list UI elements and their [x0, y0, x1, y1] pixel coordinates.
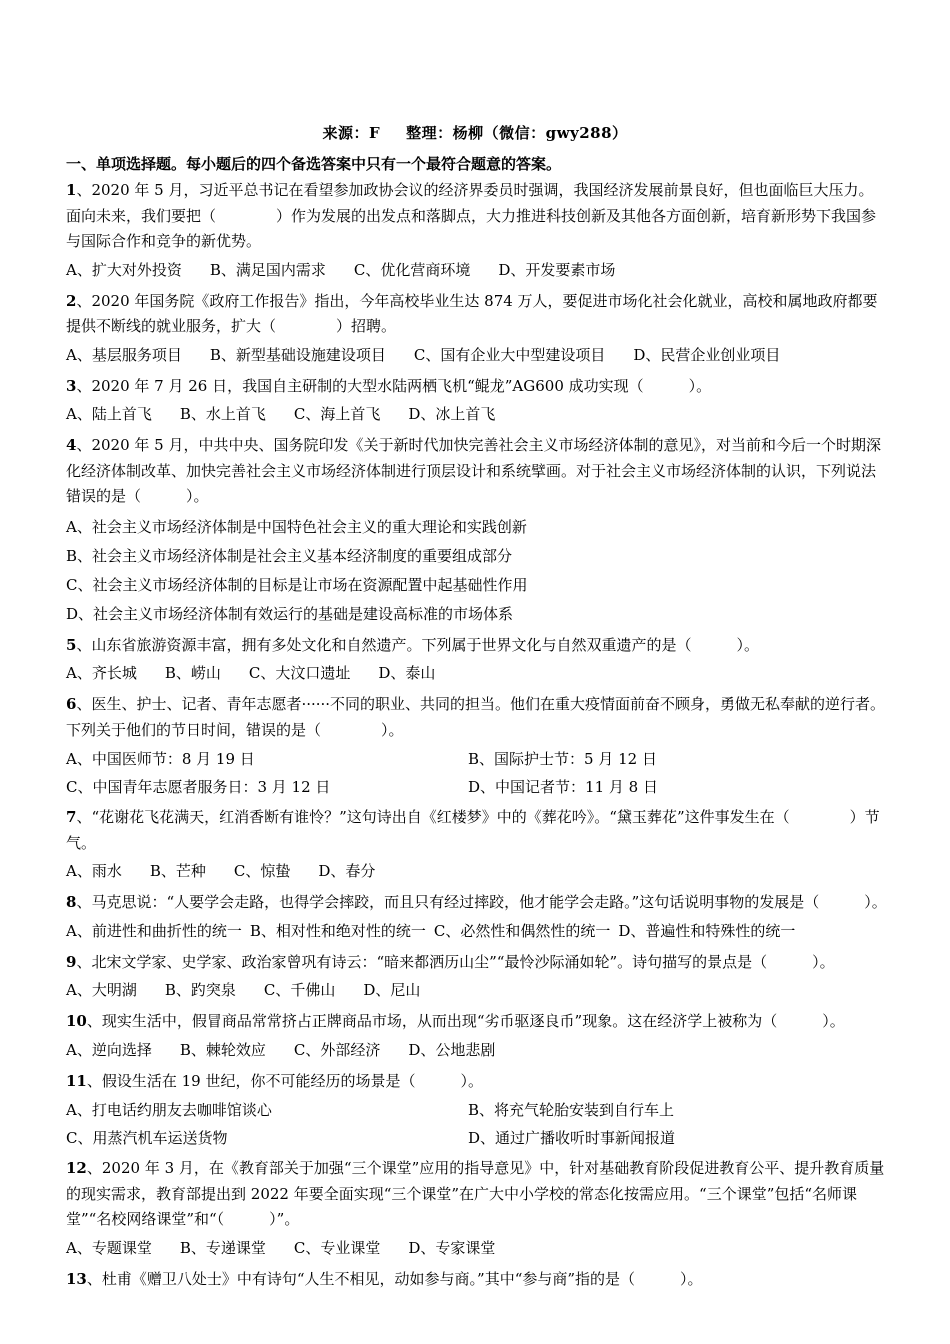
question-12	[66, 1156, 888, 1233]
options-grid	[66, 1096, 888, 1152]
options-grid	[66, 745, 888, 801]
question-text: 、2020 年 5 月，中共中央、国务院印发《关于新时代加快完善社会主义市场经济体制的意见》，对当前和今后一个时期深化经济体制改革、加快完善社会主义市场经济体制进行顶层设计和系统擘画。对于社会主义市场经济体制的认识，下列说法错误的是（ ）。	[66, 436, 881, 505]
option-c: C、中国青年志愿者服务日：3 月 12 日	[66, 778, 331, 796]
option-a: A、前进性和曲折性的统一	[66, 921, 242, 940]
option-c: C、惊蛰	[233, 862, 291, 880]
option-d: D、泰山	[378, 664, 436, 682]
question-text: 、2020 年 7 月 26 日，我国自主研制的大型水陆两栖飞机“鲲龙”AG600 成功实现（ ）。	[76, 376, 712, 395]
option-c: C、千佛山	[263, 981, 336, 999]
options-row	[66, 343, 888, 368]
question-number: 5	[66, 635, 77, 654]
question-2	[66, 289, 888, 340]
options-list	[66, 513, 888, 629]
question-list	[66, 152, 888, 1292]
question-1	[66, 178, 888, 255]
option-a: A、扩大对外投资	[66, 260, 182, 279]
question-13	[66, 1267, 888, 1293]
option-a: A、雨水	[66, 862, 122, 880]
options-row	[66, 1038, 888, 1063]
option-c: C、大汶口遗址	[248, 664, 351, 682]
option-c: C、优化营商环境	[353, 260, 471, 279]
question-text: 、杜甫《赠卫八处士》中有诗句“人生不相见，动如参与商。”其中“参与商”指的是（ ）。	[86, 1269, 703, 1288]
option-d: D、民营企业创业项目	[633, 345, 781, 364]
option-c: C、专业课堂	[293, 1238, 381, 1257]
option-c: C、社会主义市场经济体制的目标是让市场在资源配置中起基础性作用	[66, 575, 528, 594]
question-text: 、假设生活在 19 世纪，你不可能经历的场景是（ ）。	[86, 1071, 484, 1090]
question-4	[66, 433, 888, 510]
option-d: D、冰上首飞	[408, 405, 496, 423]
option-b: B、水上首飞	[179, 405, 266, 423]
question-number: 11	[66, 1071, 87, 1090]
option-a: A、大明湖	[66, 981, 137, 999]
option-b: B、趵突泉	[164, 981, 236, 999]
question-number: 13	[66, 1269, 87, 1288]
options-row	[66, 978, 888, 1003]
question-7	[66, 805, 888, 856]
option-b: B、相对性和绝对性的统一	[249, 921, 426, 940]
option-b: B、崂山	[164, 664, 221, 682]
option-b: B、社会主义市场经济体制是社会主义基本经济制度的重要组成部分	[66, 546, 513, 565]
option-d: D、社会主义市场经济体制有效运行的基础是建设高标准的市场体系	[66, 604, 514, 623]
question-text: 、现实生活中，假冒商品常常挤占正牌商品市场，从而出现“劣币驱逐良币”现象。这在经济学上被称为（ ）。	[86, 1012, 845, 1030]
options-row	[66, 402, 888, 427]
option-b: B、满足国内需求	[209, 260, 326, 279]
option-d: D、中国记者节：11 月 8 日	[468, 778, 658, 796]
option-c: C、用蒸汽机车运送货物	[66, 1129, 228, 1147]
question-9	[66, 950, 888, 976]
question-5	[66, 633, 888, 659]
options-row	[66, 661, 888, 686]
question-text: 、医生、护士、记者、青年志愿者······不同的职业、共同的担当。他们在重大疫情面前奋不顾身，勇做无私奉献的逆行者。下列关于他们的节日时间，错误的是（ ）。	[66, 695, 886, 739]
option-a: A、中国医师节：8 月 19 日	[66, 750, 255, 768]
question-number: 2	[66, 291, 77, 310]
question-number: 1	[66, 181, 77, 199]
option-a: A、逆向选择	[66, 1040, 152, 1059]
option-b: B、棘轮效应	[179, 1040, 266, 1059]
option-d: D、尼山	[363, 981, 421, 999]
option-c: C、海上首飞	[293, 405, 381, 423]
question-text: 、2020 年 3 月，在《教育部关于加强“三个课堂”应用的指导意见》中，针对基础教育阶段促进教育公平、提升教育质量的现实需求，教育部提出到 2022 年要全面实现“三个课堂”在广大中小学校的常态化按需应用。“三个课堂”包括“名师课堂”“名校网络课堂”和“（ ）”。	[66, 1159, 885, 1228]
options-row	[66, 258, 888, 283]
question-number: 7	[66, 808, 77, 826]
question-number: 8	[66, 893, 77, 911]
section-title: 一、单项选择题。每小题后的四个备选答案中只有一个最符合题意的答案。	[66, 155, 562, 173]
editor-label: 整理：杨柳（微信：gwy288）	[406, 124, 628, 142]
question-text: 、2020 年国务院《政府工作报告》指出，今年高校毕业生达 874 万人，要促进市场化社会化就业，高校和属地政府都要提供不断线的就业服务，扩大（ ）招聘。	[66, 291, 878, 335]
option-b: B、专递课堂	[179, 1238, 266, 1257]
option-c: C、必然性和偶然性的统一	[433, 921, 611, 940]
option-c: C、国有企业大中型建设项目	[413, 345, 606, 364]
source-label: 来源：F	[322, 124, 381, 142]
question-number: 3	[66, 376, 77, 395]
question-10	[66, 1009, 888, 1035]
option-d: D、春分	[318, 862, 376, 880]
option-b: B、国际护士节：5 月 12 日	[468, 750, 657, 768]
option-a: A、基层服务项目	[66, 345, 182, 364]
option-b: B、芒种	[149, 862, 206, 880]
option-d: D、公地悲剧	[408, 1040, 496, 1059]
question-text: 、2020 年 5 月，习近平总书记在看望参加政协会议的经济界委员时强调，我国经济发展前景良好，但也面临巨大压力。面向未来，我们要把（ ）作为发展的出发点和落脚点，大力推进科技创新及其他各方面创新，培育新形势下我国参与国际合作和竞争的新优势。	[66, 181, 877, 250]
option-a: A、打电话约朋友去咖啡馆谈心	[66, 1101, 272, 1119]
option-a: A、专题课堂	[66, 1238, 152, 1257]
option-b: B、将充气轮胎安装到自行车上	[468, 1101, 675, 1119]
question-3	[66, 374, 888, 400]
question-number: 12	[66, 1159, 87, 1177]
option-d: D、普遍性和特殊性的统一	[618, 921, 796, 940]
option-c: C、外部经济	[293, 1040, 381, 1059]
question-text: 、北宋文学家、史学家、政治家曾巩有诗云：“暗来都洒历山尘”“最怜沙际涌如轮”。诗句描写的景点是（ ）。	[76, 952, 835, 971]
question-number: 4	[66, 436, 77, 454]
option-d: D、专家课堂	[408, 1238, 496, 1257]
question-text: 、马克思说：“人要学会走路，也得学会摔跤，而且只有经过摔跤，他才能学会走路。”这句话说明事物的发展是（ ）。	[76, 893, 887, 911]
option-a: A、社会主义市场经济体制是中国特色社会主义的重大理论和实践创新	[66, 517, 527, 536]
option-d: D、通过广播收听时事新闻报道	[468, 1129, 676, 1147]
options-row	[66, 1236, 888, 1261]
options-row	[66, 919, 888, 944]
option-d: D、开发要素市场	[498, 260, 616, 279]
question-8	[66, 890, 888, 916]
question-number: 10	[66, 1012, 87, 1030]
question-number: 9	[66, 952, 77, 971]
question-text: 、“花谢花飞花满天，红消香断有谁怜？”这句诗出自《红楼梦》中的《葬花吟》。“黛玉葬花”这件事发生在（ ）节气。	[66, 808, 880, 852]
question-text: 、山东省旅游资源丰富，拥有多处文化和自然遗产。下列属于世界文化与自然双重遗产的是（ ）。	[76, 635, 759, 654]
options-row	[66, 859, 888, 884]
question-6	[66, 692, 888, 743]
page-header	[0, 122, 950, 143]
question-11	[66, 1069, 888, 1095]
question-number: 6	[66, 695, 77, 713]
option-a: A、齐长城	[66, 664, 137, 682]
option-a: A、陆上首飞	[66, 405, 152, 423]
option-b: B、新型基础设施建设项目	[209, 345, 386, 364]
